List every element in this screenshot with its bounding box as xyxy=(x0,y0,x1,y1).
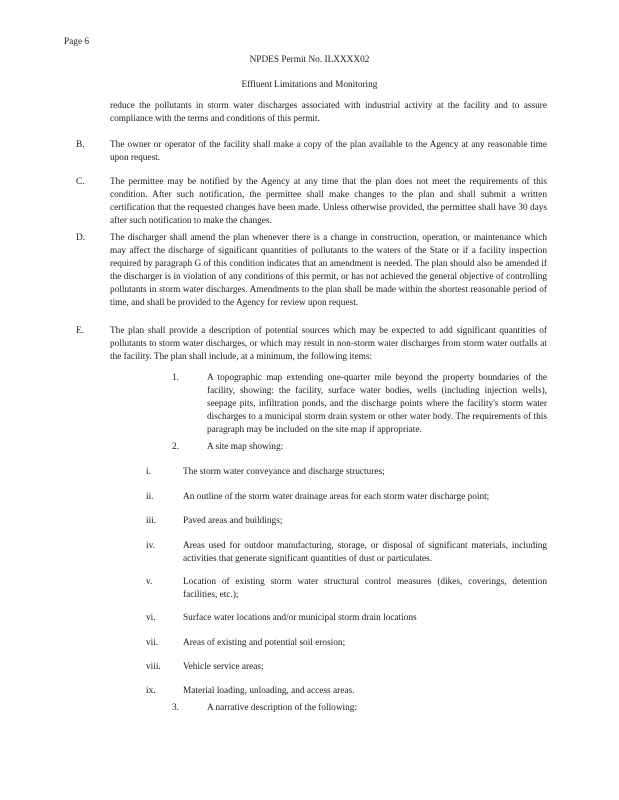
section-text: The permittee may be notified by the Agency at any time that the plan does not meet the requirements of this condition. After such notification, the permittee shall make changes to the plan and shall submit a written certification that the requested changes have been made. Unless otherwise provided, the permittee shall have 30 days after such notification to make the changes. xyxy=(110,177,547,226)
permit-number-header: NPDES Permit No. ILXXXX02 xyxy=(249,55,370,65)
subitem-text: A site map showing: xyxy=(207,442,284,452)
subitem-number: 1. xyxy=(172,373,179,383)
section-letter: B. xyxy=(76,140,85,150)
roman-numeral: ix. xyxy=(146,686,156,696)
site-map-item-text: The storm water conveyance and discharge structures; xyxy=(183,467,385,477)
subitem-text: A narrative description of the following: xyxy=(207,703,358,713)
section-title: Effluent Limitations and Monitoring xyxy=(241,80,378,90)
roman-numeral: iii. xyxy=(146,516,157,526)
section-text: The plan shall provide a description of potential sources which may be expected to add significant quantities of pollutants to storm water discharges, or which may result in non-storm water discharges from storm water outfalls at the facility. The plan shall include, at a minimum, the following items: xyxy=(110,326,547,362)
site-map-item-text: Areas used for outdoor manufacturing, storage, or disposal of significant materials, including activities that generate significant quantities of dust or particulates. xyxy=(183,541,547,564)
section-text: The discharger shall amend the plan whenever there is a change in construction, operation, or maintenance which may affect the discharge of significant quantities of pollutants to the waters of the State or if a facility inspection required by paragraph G of this condition indicates that an amendment is needed. The plan should also be amended if the discharger is in violation of any conditions of this permit, or has not achieved the general objective of controlling pollutants in storm water discharges. Amendments to the plan shall be made within the shortest reasonable period of time, and shall be provided to the Agency for review upon request. xyxy=(110,233,547,308)
section-letter: D. xyxy=(76,233,86,243)
section-letter: E. xyxy=(76,326,85,336)
roman-numeral: vi. xyxy=(146,613,156,623)
site-map-item-text: Vehicle service areas; xyxy=(183,662,264,672)
site-map-item-text: Surface water locations and/or municipal storm drain locations xyxy=(183,613,417,623)
site-map-item-text: An outline of the storm water drainage areas for each storm water discharge point; xyxy=(183,492,490,502)
site-map-item-text: Location of existing storm water structural control measures (dikes, coverings, detention facilities, etc.); xyxy=(183,577,547,600)
roman-numeral: iv. xyxy=(146,541,155,551)
roman-numeral: vii. xyxy=(146,638,159,648)
roman-numeral: ii. xyxy=(146,492,154,502)
subitem-text: A topographic map extending one-quarter mile beyond the property boundaries of the facility, showing: the facility, surface water bodies, wells (including injection wells), seepage pits, infiltration ponds, and the discharge points where the facility's storm water discharges to a municipal storm drain system or other water body. The requirements of this paragraph may be included on the site map if appropriate. xyxy=(207,373,547,435)
subitem-number: 3. xyxy=(172,703,179,713)
section-text: The owner or operator of the facility shall make a copy of the plan available to the Agency at any reasonable time upon request. xyxy=(110,140,547,163)
roman-numeral: v. xyxy=(146,577,153,587)
roman-numeral: i. xyxy=(146,467,151,477)
section-letter: C. xyxy=(76,177,85,187)
intro-paragraph: reduce the pollutants in storm water discharges associated with industrial activity at the facility and to assure compliance with the terms and conditions of this permit. xyxy=(110,101,547,124)
subitem-number: 2. xyxy=(172,442,179,452)
roman-numeral: viii. xyxy=(146,662,161,672)
page-number: Page 6 xyxy=(64,37,90,47)
site-map-item-text: Paved areas and buildings; xyxy=(183,516,283,526)
site-map-item-text: Material loading, unloading, and access areas. xyxy=(183,686,355,696)
site-map-item-text: Areas of existing and potential soil erosion; xyxy=(183,638,346,648)
